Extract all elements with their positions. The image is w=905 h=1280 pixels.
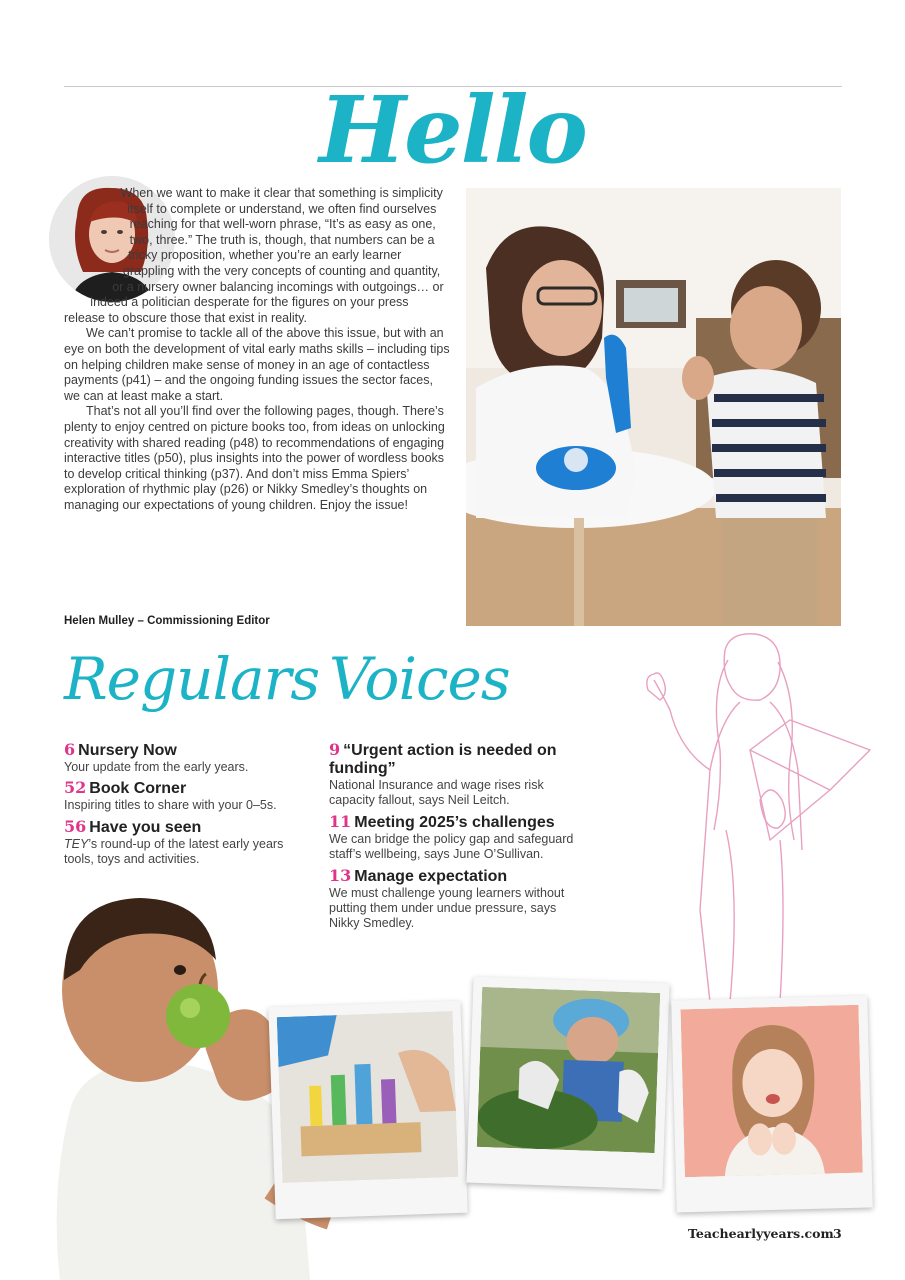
editorial-paragraph: That’s not all you’ll find over the following pages, though. There’s plenty to enjoy centred on picture books too, from ideas on unlocking creativity with shared reading (p48) to recommendations of engaging interactive titles (p50), plus insights into the power of wordless books to develop critical thinking (p37). And don’t miss Emma Spiers’ exploration of rhythmic play (p26) or Nikky Smedley’s thoughts on managing our expectations of young children. Enjoy the issue!: [64, 404, 445, 512]
main-photo: [466, 188, 841, 626]
page-number: 11: [329, 811, 352, 831]
polaroid-photo-girl-clapping: [671, 995, 872, 1212]
page-number: 56: [64, 816, 87, 836]
item-description: We must challenge young learners without putting them under undue pressure, says Nikky Smedley.: [329, 885, 565, 931]
footer-website: Teachearlyyears.com: [688, 1226, 834, 1241]
footer-page-number: 3: [833, 1226, 842, 1241]
item-title: Book Corner: [89, 780, 187, 798]
item-description: Inspiring titles to share with your 0–5s.: [64, 798, 277, 813]
page-number: 9: [329, 740, 341, 759]
item-description: Your update from the early years.: [64, 760, 249, 774]
editorial-paragraph: We can’t promise to tackle all of the above this issue, but with an eye on both the development of vital early maths skills – including tips on helping children make sense of money in an age of contactless payments (p41) – and the ongoing funding issues the sector faces, we can at least make a start.: [64, 326, 450, 403]
editor-signoff: Helen Mulley – Commissioning Editor: [64, 615, 270, 627]
item-title: Meeting 2025’s challenges: [354, 813, 555, 831]
voices-list: [329, 741, 579, 936]
item-title: Manage expectation: [354, 867, 508, 885]
item-description: National Insurance and wage rises risk capacity fallout, says Neil Leitch.: [329, 778, 544, 808]
voices-heading: Voices: [329, 645, 510, 713]
list-item: [64, 818, 314, 868]
page-number: 6: [64, 740, 76, 759]
editorial-text: [64, 186, 452, 513]
list-item: [329, 741, 579, 809]
item-description: TEY’s round-up of the latest early years tools, toys and activities.: [64, 836, 284, 867]
item-title: “Urgent action is needed on funding”: [329, 742, 557, 777]
list-item: [64, 779, 314, 813]
line-art-illustration: [630, 630, 880, 1010]
regulars-heading: Regulars: [64, 645, 320, 713]
list-item: [329, 813, 579, 863]
item-title: Have you seen: [89, 818, 202, 836]
page-number: 52: [64, 778, 87, 798]
item-title: Nursery Now: [78, 742, 177, 759]
list-item: [64, 741, 314, 775]
polaroid-photo-stacking-toy: [268, 1001, 467, 1220]
list-item: [329, 867, 579, 932]
page-number: 13: [329, 865, 352, 885]
polaroid-photo-outdoor-play: [466, 977, 669, 1190]
page-title: Hello: [319, 76, 586, 184]
regulars-list: [64, 741, 314, 872]
editorial-paragraph: When we want to make it clear that something is simplicity itself to complete or understand, we often find ourselves reaching for that well-worn phrase, “It’s as easy as one, two, three.” The truth is, though, that numbers can be a tricky proposition, whether you’re an early learner grappling with the very concepts of counting and quantity, or a nursery owner balancing incomings with outgoings… or indeed a politician desperate for the figures on your press release to obscure those that exist in reality.: [64, 186, 444, 325]
item-description-emphasis: TEY: [64, 836, 89, 851]
item-description: We can bridge the policy gap and safeguard staff’s wellbeing, says June O’Sullivan.: [329, 831, 574, 862]
